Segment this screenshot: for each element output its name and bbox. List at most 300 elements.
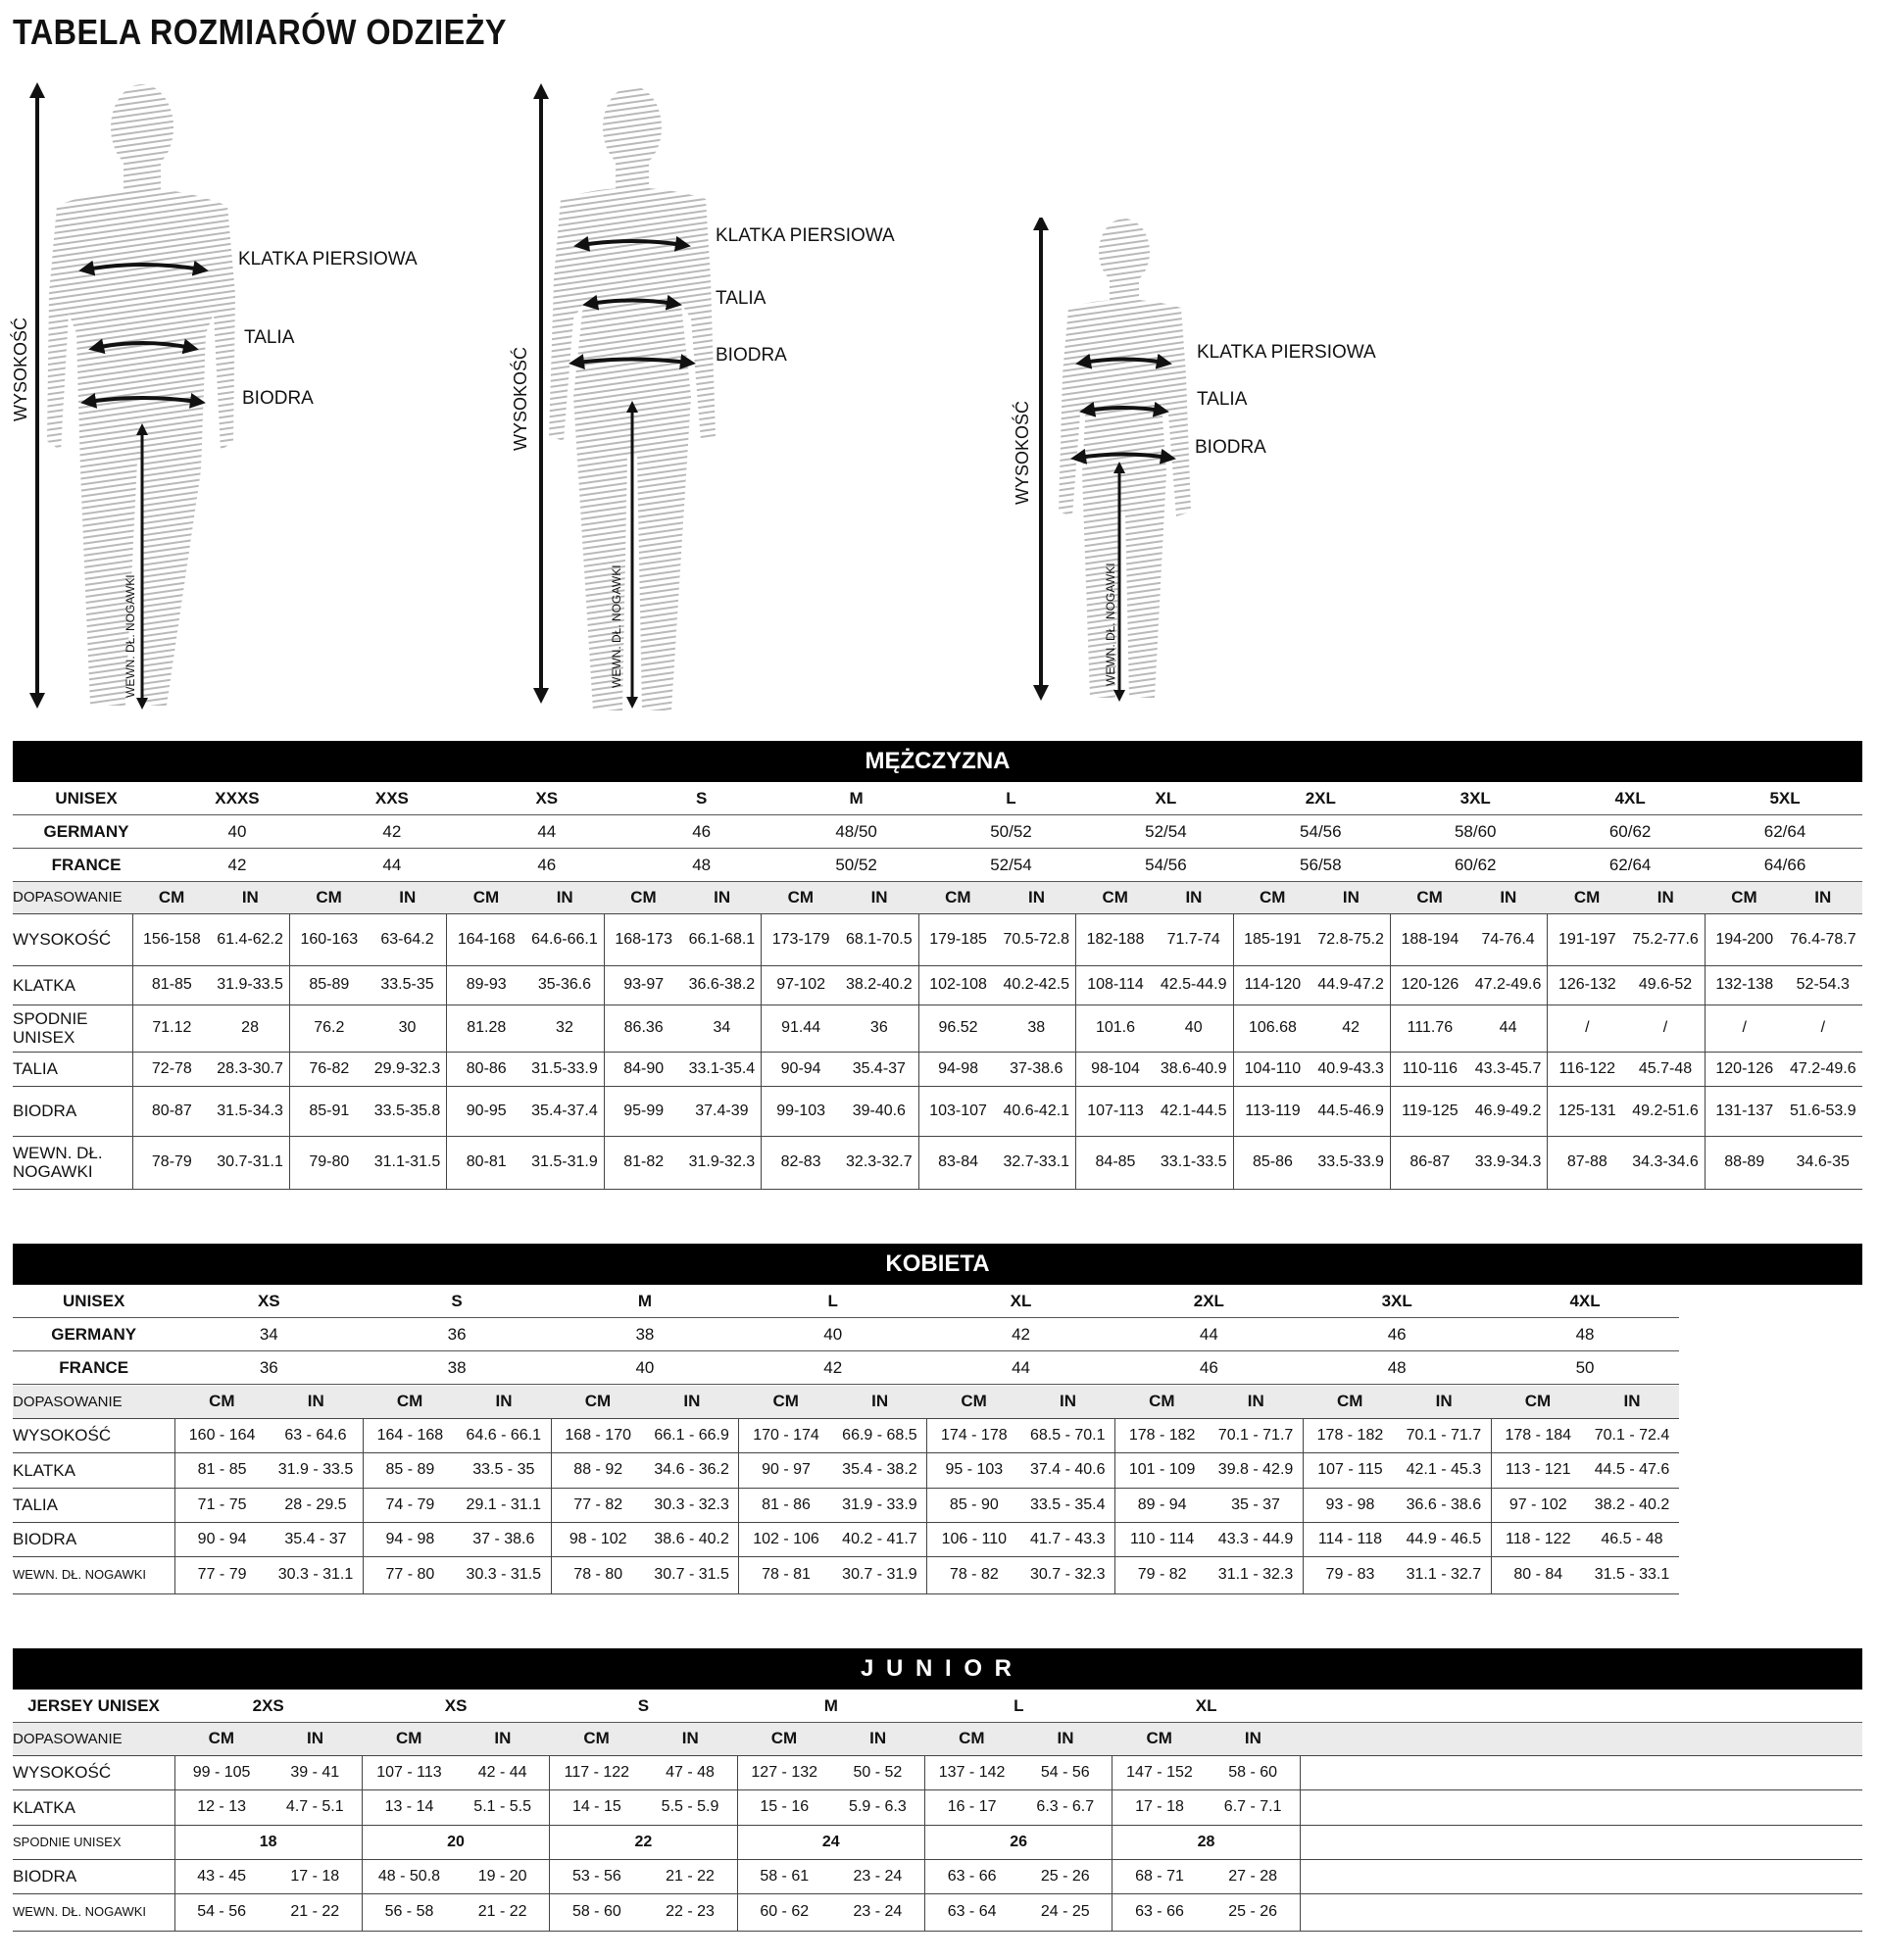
unit-label: IN bbox=[556, 887, 573, 906]
unit-label: CM bbox=[772, 1392, 799, 1411]
measure-value: 12 - 13 bbox=[174, 1789, 269, 1825]
unit-label: IN bbox=[241, 887, 259, 906]
measure-value: 24 bbox=[737, 1825, 924, 1859]
size-label: S bbox=[696, 788, 708, 808]
unit-label: IN bbox=[1247, 1392, 1264, 1411]
measure-value: 74-76.4 bbox=[1481, 930, 1535, 948]
size-value: 46 bbox=[692, 821, 712, 841]
measure-value: 50 - 52 bbox=[853, 1763, 903, 1781]
measure-value: 34.3-34.6 bbox=[1632, 1153, 1699, 1170]
measure-value: 56 - 58 bbox=[362, 1893, 456, 1931]
empty-cell bbox=[1300, 1755, 1862, 1789]
measure-value: 25 - 26 bbox=[1228, 1903, 1278, 1920]
measure-value: 38.6 - 40.2 bbox=[654, 1530, 729, 1547]
measure-value: 30.7 - 31.5 bbox=[654, 1566, 729, 1583]
unit-label: IN bbox=[1244, 1729, 1261, 1748]
size-value: 52/54 bbox=[990, 855, 1032, 874]
measure-value: 78 - 82 bbox=[927, 1556, 1021, 1593]
measure-value: 13 - 14 bbox=[362, 1789, 456, 1825]
measure-value: 63 - 64 bbox=[925, 1893, 1019, 1931]
measure-value: 103-107 bbox=[918, 1086, 997, 1136]
empty-cell bbox=[1300, 1690, 1862, 1723]
measure-value: 33.1-33.5 bbox=[1160, 1153, 1227, 1170]
unit-label: IN bbox=[1656, 887, 1674, 906]
measure-value: 137 - 142 bbox=[925, 1755, 1019, 1789]
size-value: 46 bbox=[1199, 1357, 1218, 1377]
size-value: 48/50 bbox=[835, 821, 877, 841]
measure-value: 58 - 60 bbox=[1228, 1763, 1278, 1781]
unit-label: IN bbox=[1057, 1729, 1074, 1748]
size-label: 3XL bbox=[1381, 1291, 1412, 1310]
measure-value: 106.68 bbox=[1233, 1004, 1311, 1052]
measure-value: 33.5-33.9 bbox=[1317, 1153, 1384, 1170]
measure-value: 47.2-49.6 bbox=[1474, 976, 1542, 993]
measure-value: 95 - 103 bbox=[927, 1452, 1021, 1488]
woman-figure bbox=[500, 83, 814, 710]
unit-label: IN bbox=[1814, 887, 1832, 906]
measure-value: 102-108 bbox=[918, 965, 997, 1004]
measure-value: 70.5-72.8 bbox=[1003, 930, 1070, 948]
size-value: 54/56 bbox=[1300, 821, 1342, 841]
measure-value: 93 - 98 bbox=[1303, 1488, 1397, 1522]
measure-value: 35.4-37.4 bbox=[531, 1102, 598, 1119]
measure-value: 33.5-35 bbox=[380, 976, 434, 993]
measure-value: 35-36.6 bbox=[537, 976, 592, 993]
measure-value: 46.5 - 48 bbox=[1601, 1530, 1663, 1547]
measure-value: 108-114 bbox=[1076, 965, 1155, 1004]
measure-value: / bbox=[1662, 1019, 1668, 1036]
measure-value: 17 - 18 bbox=[290, 1867, 340, 1885]
women-measure-row bbox=[13, 1488, 1679, 1522]
size-value: 42 bbox=[382, 821, 402, 841]
size-row-label: GERMANY bbox=[43, 821, 129, 841]
measure-value: 90 - 94 bbox=[174, 1522, 269, 1556]
size-value: 60/62 bbox=[1454, 855, 1497, 874]
unit-label: CM bbox=[961, 1392, 987, 1411]
size-value: 44 bbox=[1199, 1324, 1218, 1344]
size-label: 4XL bbox=[1569, 1291, 1601, 1310]
measure-value: 38.6-40.9 bbox=[1160, 1059, 1227, 1077]
men-measure-row bbox=[13, 965, 1862, 1004]
measure-value: 30.7-31.1 bbox=[217, 1153, 283, 1170]
measure-value: 83-84 bbox=[918, 1136, 997, 1189]
unit-label: IN bbox=[494, 1729, 512, 1748]
measure-value: 42.5-44.9 bbox=[1160, 976, 1227, 993]
measure-label: BIODRA bbox=[13, 1102, 77, 1120]
size-label: XL bbox=[1155, 788, 1177, 808]
women-size-row bbox=[13, 1318, 1679, 1351]
measure-value: 81 - 86 bbox=[739, 1488, 833, 1522]
measure-value: 168-173 bbox=[604, 913, 682, 965]
measure-value: 28.3-30.7 bbox=[217, 1059, 283, 1077]
measure-value: 173-179 bbox=[762, 913, 840, 965]
size-label: 3XL bbox=[1459, 788, 1491, 808]
measure-value: 70.1 - 71.7 bbox=[1217, 1426, 1294, 1444]
measure-value: 35.4-37 bbox=[852, 1059, 906, 1077]
measure-value: 30.3 - 31.1 bbox=[277, 1566, 354, 1583]
measure-value: 84-90 bbox=[604, 1052, 682, 1086]
size-row-label: FRANCE bbox=[51, 855, 122, 874]
measure-value: 5.1 - 5.5 bbox=[473, 1798, 531, 1815]
measure-value: 31.9 - 33.9 bbox=[842, 1495, 917, 1513]
measure-value: 178 - 184 bbox=[1491, 1418, 1585, 1452]
women-section-header: KOBIETA bbox=[13, 1244, 1862, 1285]
measure-value: 26 bbox=[925, 1825, 1113, 1859]
unit-label: CM bbox=[945, 887, 971, 906]
measure-value: 194-200 bbox=[1705, 913, 1783, 965]
measure-value: 182-188 bbox=[1076, 913, 1155, 965]
measure-value: 58 - 61 bbox=[737, 1859, 831, 1893]
measure-value: 101 - 109 bbox=[1114, 1452, 1209, 1488]
measure-value: 188-194 bbox=[1391, 913, 1469, 965]
unit-label: IN bbox=[399, 887, 417, 906]
measure-value: 64.6-66.1 bbox=[531, 930, 598, 948]
size-value: 62/64 bbox=[1763, 821, 1806, 841]
size-row-label: JERSEY UNISEX bbox=[27, 1695, 160, 1715]
men-size-conversion-table bbox=[13, 782, 1862, 882]
measure-value: 39 - 41 bbox=[290, 1763, 340, 1781]
empty-cell bbox=[1300, 1723, 1862, 1755]
measure-value: 74 - 79 bbox=[363, 1488, 457, 1522]
measure-value: 86-87 bbox=[1391, 1136, 1469, 1189]
woman-waist-label: TALIA bbox=[716, 288, 766, 309]
measure-value: 101.6 bbox=[1076, 1004, 1155, 1052]
junior-measure-row bbox=[13, 1859, 1862, 1893]
measure-value: 42.1-44.5 bbox=[1160, 1102, 1227, 1119]
measure-value: 31.9-32.3 bbox=[688, 1153, 756, 1170]
measure-value: 39-40.6 bbox=[852, 1102, 906, 1119]
size-value: 50/52 bbox=[990, 821, 1032, 841]
size-value: 50 bbox=[1575, 1357, 1595, 1377]
size-value: 54/56 bbox=[1145, 855, 1187, 874]
measure-value: 24 - 25 bbox=[1040, 1903, 1090, 1920]
measure-value: 170 - 174 bbox=[739, 1418, 833, 1452]
measure-value: 38.2-40.2 bbox=[846, 976, 913, 993]
measure-value: 34.6-35 bbox=[1796, 1153, 1850, 1170]
unit-label: IN bbox=[1500, 887, 1517, 906]
measure-value: 31.5-31.9 bbox=[531, 1153, 598, 1170]
women-size-conversion-table bbox=[13, 1285, 1679, 1385]
size-label: 5XL bbox=[1769, 788, 1801, 808]
measure-value: 35.4 - 37 bbox=[284, 1530, 347, 1547]
size-value: 34 bbox=[259, 1324, 278, 1344]
measure-value: 40 bbox=[1184, 1019, 1203, 1036]
measure-value: 42 - 44 bbox=[477, 1763, 527, 1781]
measure-value: 79 - 83 bbox=[1303, 1556, 1397, 1593]
measure-value: 127 - 132 bbox=[737, 1755, 831, 1789]
measure-value: 98-104 bbox=[1076, 1052, 1155, 1086]
measure-value: 106 - 110 bbox=[927, 1522, 1021, 1556]
women-measure-row bbox=[13, 1418, 1679, 1452]
measure-value: 43 - 45 bbox=[174, 1859, 269, 1893]
unit-label: CM bbox=[1731, 887, 1757, 906]
measure-value: 95-99 bbox=[604, 1086, 682, 1136]
measure-value: 31.9-33.5 bbox=[217, 976, 283, 993]
measure-value: 90-94 bbox=[762, 1052, 840, 1086]
measure-value: 81-85 bbox=[132, 965, 211, 1004]
measure-value: 97 - 102 bbox=[1491, 1488, 1585, 1522]
measure-label: WYSOKOŚĆ bbox=[13, 1426, 112, 1445]
page-title: TABELA ROZMIARÓW ODZIEŻY bbox=[13, 12, 507, 52]
measure-value: 178 - 182 bbox=[1303, 1418, 1397, 1452]
measure-value: 98 - 102 bbox=[551, 1522, 645, 1556]
measure-value: 30.3 - 32.3 bbox=[654, 1495, 729, 1513]
measure-value: 89-93 bbox=[447, 965, 525, 1004]
unit-label: CM bbox=[583, 1729, 610, 1748]
unit-label: CM bbox=[209, 1392, 235, 1411]
measure-value: 31.1-31.5 bbox=[373, 1153, 441, 1170]
measure-label: WYSOKOŚĆ bbox=[13, 1763, 112, 1782]
measure-value: 22 - 23 bbox=[666, 1903, 715, 1920]
size-label: L bbox=[827, 1291, 838, 1310]
size-value: 46 bbox=[1387, 1324, 1407, 1344]
size-label: XS bbox=[535, 788, 559, 808]
size-label: S bbox=[451, 1291, 463, 1310]
measure-value: 36.6 - 38.6 bbox=[1406, 1495, 1482, 1513]
measure-value: 80-81 bbox=[447, 1136, 525, 1189]
measure-value: 23 - 24 bbox=[853, 1867, 903, 1885]
unit-label: CM bbox=[630, 887, 657, 906]
junior-measure-row bbox=[13, 1755, 1862, 1789]
junior-measure-row bbox=[13, 1825, 1862, 1859]
measure-value: 66.9 - 68.5 bbox=[842, 1426, 917, 1444]
unit-label: IN bbox=[871, 1392, 889, 1411]
measure-value: 125-131 bbox=[1548, 1086, 1626, 1136]
measure-value: 79 - 82 bbox=[1114, 1556, 1209, 1593]
measure-label: KLATKA bbox=[13, 1460, 75, 1480]
measure-value: 79-80 bbox=[289, 1136, 368, 1189]
men-measure-row bbox=[13, 913, 1862, 965]
measure-value: 61.4-62.2 bbox=[217, 930, 283, 948]
measure-value: 113-119 bbox=[1233, 1086, 1311, 1136]
measure-value: 44.5-46.9 bbox=[1317, 1102, 1384, 1119]
measure-value: 93-97 bbox=[604, 965, 682, 1004]
size-value: 36 bbox=[447, 1324, 467, 1344]
measure-value: 6.3 - 6.7 bbox=[1036, 1798, 1095, 1815]
measure-value: 76.4-78.7 bbox=[1789, 930, 1856, 948]
measure-value: 46.9-49.2 bbox=[1474, 1102, 1542, 1119]
measure-value: 23 - 24 bbox=[853, 1903, 903, 1920]
measure-value: 37 - 38.6 bbox=[472, 1530, 535, 1547]
measure-value: 86.36 bbox=[604, 1004, 682, 1052]
size-label: M bbox=[823, 1695, 838, 1715]
measure-label: KLATKA bbox=[13, 1797, 75, 1817]
measure-value: 111.76 bbox=[1391, 1004, 1469, 1052]
size-label: 2XL bbox=[1193, 1291, 1224, 1310]
measure-value: 75.2-77.6 bbox=[1632, 930, 1699, 948]
measure-value: 107 - 115 bbox=[1303, 1452, 1397, 1488]
measure-value: 70.1 - 71.7 bbox=[1406, 1426, 1482, 1444]
measure-value: 156-158 bbox=[132, 913, 211, 965]
measure-value: 147 - 152 bbox=[1113, 1755, 1207, 1789]
measure-value: 36 bbox=[869, 1019, 888, 1036]
size-label: XXS bbox=[374, 788, 409, 808]
size-value: 56/58 bbox=[1300, 855, 1342, 874]
measure-value: 49.6-52 bbox=[1638, 976, 1693, 993]
unit-label: CM bbox=[1102, 887, 1128, 906]
measure-value: 80-86 bbox=[447, 1052, 525, 1086]
unit-label: CM bbox=[208, 1729, 235, 1748]
size-label: L bbox=[1014, 1695, 1024, 1715]
man-figure bbox=[0, 78, 421, 715]
measure-label: TALIA bbox=[13, 1495, 58, 1514]
men-unit-header-row bbox=[13, 882, 1862, 913]
measure-value: 49.2-51.6 bbox=[1632, 1102, 1699, 1119]
measure-value: 31.5-33.9 bbox=[531, 1059, 598, 1077]
man-hips-label: BIODRA bbox=[242, 388, 314, 409]
junior-size-row bbox=[13, 1690, 1862, 1723]
measure-value: 88-89 bbox=[1705, 1136, 1783, 1189]
measure-value: 84-85 bbox=[1076, 1136, 1155, 1189]
unit-label: IN bbox=[869, 1729, 887, 1748]
measure-value: 42 bbox=[1342, 1019, 1360, 1036]
woman-chest-label: KLATKA PIERSIOWA bbox=[716, 225, 895, 246]
size-value: 40 bbox=[635, 1357, 655, 1377]
measure-value: 21 - 22 bbox=[477, 1903, 527, 1920]
size-value: 44 bbox=[1012, 1357, 1030, 1377]
measure-value: 39.8 - 42.9 bbox=[1217, 1461, 1294, 1478]
measure-value: 160-163 bbox=[289, 913, 368, 965]
measure-value: 78 - 80 bbox=[551, 1556, 645, 1593]
men-size-row bbox=[13, 849, 1862, 882]
junior-measurement-table bbox=[13, 1723, 1862, 1932]
measure-value: 178 - 182 bbox=[1114, 1418, 1209, 1452]
measure-value: 32.7-33.1 bbox=[1003, 1153, 1070, 1170]
measure-value: 81-82 bbox=[604, 1136, 682, 1189]
measure-label: WEWN. DŁ. NOGAWKI bbox=[13, 1567, 147, 1582]
measure-value: 15 - 16 bbox=[737, 1789, 831, 1825]
measure-value: 107-113 bbox=[1076, 1086, 1155, 1136]
measure-value: 85 - 89 bbox=[363, 1452, 457, 1488]
measure-label: BIODRA bbox=[13, 1867, 77, 1886]
size-label: 4XL bbox=[1614, 788, 1646, 808]
size-value: 38 bbox=[447, 1357, 467, 1377]
unit-label: IN bbox=[1059, 1392, 1076, 1411]
measure-value: 33.5-35.8 bbox=[373, 1102, 441, 1119]
measure-value: 32 bbox=[556, 1019, 573, 1036]
measure-value: 44 bbox=[1499, 1019, 1517, 1036]
measure-value: 80 - 84 bbox=[1491, 1556, 1585, 1593]
measure-value: 28 bbox=[241, 1019, 259, 1036]
size-value: 58/60 bbox=[1454, 821, 1497, 841]
size-value: 42 bbox=[823, 1357, 843, 1377]
size-label: 2XS bbox=[252, 1695, 284, 1715]
size-value: 42 bbox=[1012, 1324, 1030, 1344]
measure-value: 85 - 90 bbox=[927, 1488, 1021, 1522]
size-label: S bbox=[637, 1695, 650, 1715]
junior-hips-label: BIODRA bbox=[1195, 437, 1266, 458]
measure-value: 37-38.6 bbox=[1010, 1059, 1063, 1077]
measure-label: BIODRA bbox=[13, 1530, 77, 1548]
measure-value: 132-138 bbox=[1705, 965, 1783, 1004]
measure-value: 40.9-43.3 bbox=[1317, 1059, 1384, 1077]
measure-value: 33.9-34.3 bbox=[1474, 1153, 1542, 1170]
men-section-header: MĘŻCZYZNA bbox=[13, 741, 1862, 782]
measure-value: 81.28 bbox=[447, 1004, 525, 1052]
measure-value: 44.5 - 47.6 bbox=[1594, 1461, 1670, 1478]
measure-value: 30.7 - 32.3 bbox=[1029, 1566, 1106, 1583]
size-value: 46 bbox=[537, 855, 557, 874]
size-value: 48 bbox=[1575, 1324, 1595, 1344]
men-size-row bbox=[13, 782, 1862, 815]
size-label: XS bbox=[444, 1695, 468, 1715]
measure-value: / bbox=[1548, 1004, 1626, 1052]
measure-value: 68.1-70.5 bbox=[846, 930, 913, 948]
measure-value: 164 - 168 bbox=[363, 1418, 457, 1452]
measure-value: 37.4 - 40.6 bbox=[1029, 1461, 1106, 1478]
measure-label: WEWN. DŁ. NOGAWKI bbox=[13, 1144, 103, 1181]
unit-label: IN bbox=[681, 1729, 699, 1748]
measure-label: SPODNIE UNISEX bbox=[13, 1009, 88, 1047]
measure-value: 94 - 98 bbox=[363, 1522, 457, 1556]
measure-value: 168 - 170 bbox=[551, 1418, 645, 1452]
measure-value: 53 - 56 bbox=[550, 1859, 644, 1893]
size-value: 48 bbox=[1387, 1357, 1407, 1377]
measure-value: 21 - 22 bbox=[666, 1867, 715, 1885]
woman-inseam-label: WEWN. DŁ. NOGAWKI bbox=[610, 564, 623, 688]
measure-value: 77 - 80 bbox=[363, 1556, 457, 1593]
measure-value: 77 - 79 bbox=[174, 1556, 269, 1593]
measure-value: 63-64.2 bbox=[380, 930, 434, 948]
measure-value: 21 - 22 bbox=[290, 1903, 340, 1920]
unit-label: CM bbox=[584, 1392, 612, 1411]
measure-value: 16 - 17 bbox=[925, 1789, 1019, 1825]
women-measurement-table bbox=[13, 1386, 1679, 1594]
measure-value: 120-126 bbox=[1391, 965, 1469, 1004]
measure-value: 88 - 92 bbox=[551, 1452, 645, 1488]
measure-value: 90 - 97 bbox=[739, 1452, 833, 1488]
measure-value: 70.1 - 72.4 bbox=[1594, 1426, 1670, 1444]
unit-label: CM bbox=[959, 1729, 985, 1748]
measure-value: 35 - 37 bbox=[1231, 1495, 1280, 1513]
measure-value: 160 - 164 bbox=[174, 1418, 269, 1452]
size-label: XXXS bbox=[215, 788, 260, 808]
measure-value: 51.6-53.9 bbox=[1789, 1102, 1856, 1119]
measure-value: 63 - 64.6 bbox=[284, 1426, 347, 1444]
measure-value: 191-197 bbox=[1548, 913, 1626, 965]
measure-value: 43.3 - 44.9 bbox=[1217, 1530, 1294, 1547]
measure-value: 17 - 18 bbox=[1113, 1789, 1207, 1825]
measure-value: 31.1 - 32.7 bbox=[1406, 1566, 1482, 1583]
measure-value: / bbox=[1705, 1004, 1783, 1052]
empty-cell bbox=[1300, 1893, 1862, 1931]
men-measure-row bbox=[13, 1004, 1862, 1052]
junior-figure bbox=[1000, 218, 1255, 708]
measure-value: 37.4-39 bbox=[695, 1102, 749, 1119]
measure-value: 29.1 - 31.1 bbox=[466, 1495, 542, 1513]
unit-label: IN bbox=[307, 1392, 324, 1411]
measure-value: 68.5 - 70.1 bbox=[1029, 1426, 1106, 1444]
measure-value: 19 - 20 bbox=[477, 1867, 527, 1885]
measure-value: 30.7 - 31.9 bbox=[842, 1566, 917, 1583]
measure-value: 90-95 bbox=[447, 1086, 525, 1136]
fit-label: DOPASOWANIE bbox=[13, 1393, 123, 1410]
unit-label: IN bbox=[714, 887, 731, 906]
size-value: 38 bbox=[635, 1324, 655, 1344]
size-value: 36 bbox=[259, 1357, 278, 1377]
measure-value: 96.52 bbox=[918, 1004, 997, 1052]
measure-value: 40.2 - 41.7 bbox=[842, 1530, 917, 1547]
junior-unit-header-row bbox=[13, 1723, 1862, 1755]
measure-value: 185-191 bbox=[1233, 913, 1311, 965]
measure-value: 41.7 - 43.3 bbox=[1029, 1530, 1106, 1547]
measure-value: 28 bbox=[1113, 1825, 1300, 1859]
measure-value: 99 - 105 bbox=[174, 1755, 269, 1789]
measure-value: 31.5 - 33.1 bbox=[1594, 1566, 1670, 1583]
junior-inseam-label: WEWN. DŁ. NOGAWKI bbox=[1104, 563, 1117, 686]
measure-value: 35.4 - 38.2 bbox=[842, 1461, 917, 1478]
measure-value: 40.2-42.5 bbox=[1003, 976, 1070, 993]
